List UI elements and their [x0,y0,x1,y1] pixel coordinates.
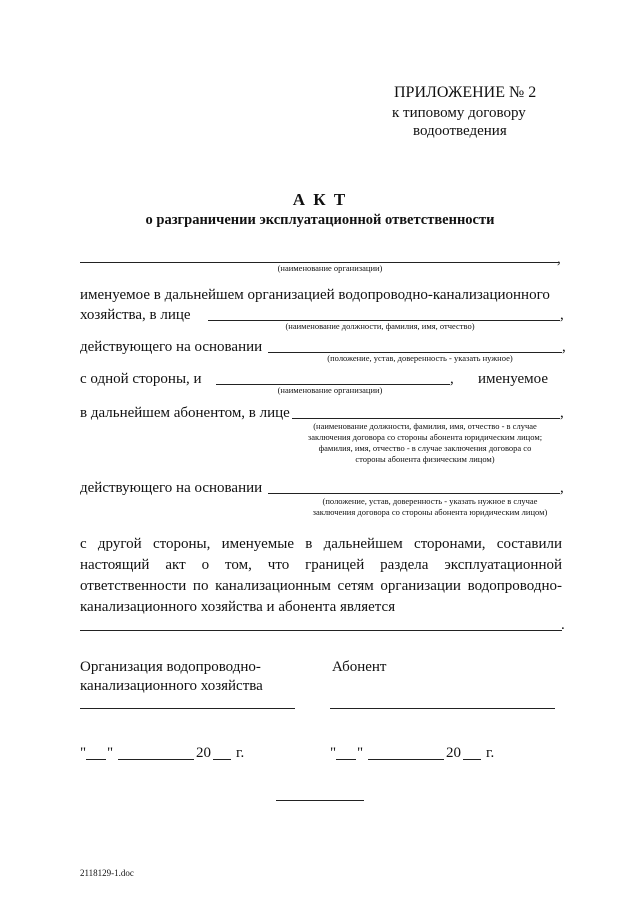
signature-right-line[interactable] [330,708,555,709]
comma: , [557,251,561,267]
paragraph-line-2: настоящий акт о том, что границей раздела эксплуатационной [80,557,562,573]
date-right-day-line[interactable] [336,759,356,760]
basis-caption: (положение, устав, доверенность - указать нужное) [327,353,513,363]
signature-left-title-1: Организация водопроводно- [80,659,261,675]
subscriber-org-caption: (наименование организации) [277,385,383,395]
row4-text: в дальнейшем абонентом, в лице [80,405,290,421]
date-right-month-line[interactable] [368,759,444,760]
subscriber-basis-caption-1: (положение, устав, доверенность - указать нужное в случае [322,496,538,506]
representative-caption: (наименование должности, фамилия, имя, отчество) [285,321,475,331]
date-left-quote-open: " [80,745,87,761]
org-name-caption: (наименование организации) [277,263,383,273]
annex-number: ПРИЛОЖЕНИЕ № 2 [394,84,537,101]
subscriber-representative-caption-4: стороны абонента физическим лицом) [355,454,495,464]
document-title: А К Т [292,190,348,209]
row3-text: с одной стороны, и [80,371,202,387]
document-subtitle: о разграничении эксплуатационной ответственности [145,212,495,228]
date-right-quote-close: " [357,745,364,761]
signature-right-title: Абонент [332,659,387,675]
row2-text: действующего на основании [80,339,263,355]
subscriber-basis-line[interactable] [268,493,560,494]
subscriber-representative-caption-3: фамилия, имя, отчество - в случае заключения договора со [318,443,532,453]
row1-text: именуемое в дальнейшем организацией водопроводно-канализационного [80,287,550,303]
comma: , [560,307,564,323]
comma: , [560,480,564,496]
comma: , [450,371,454,387]
date-right-suffix: г. [486,745,495,761]
subscriber-representative-caption-2: заключения договора со стороны абонента юридическим лицом; [307,432,543,442]
period: . [561,617,565,633]
date-left-year: 20 [196,745,211,761]
annex-line3: водоотведения [413,123,507,139]
file-name: 2118129-1.doc [80,868,134,878]
boundary-paragraph [80,534,562,618]
date-left-year-line[interactable] [213,759,231,760]
date-left-month-line[interactable] [118,759,194,760]
date-right-year: 20 [446,745,461,761]
subscriber-basis-caption-2: заключения договора со стороны абонента юридическим лицом) [312,507,548,517]
row1-text2: хозяйства, в лице [80,307,191,323]
signature-left-line[interactable] [80,708,295,709]
row5-text: действующего на основании [80,480,263,496]
row3-text-after: именуемое [478,371,548,387]
paragraph-line-1: с другой стороны, именуемые в дальнейшем сторонами, составили [80,536,562,552]
paragraph-line-4: канализационного хозяйства и абонента является [80,599,396,615]
date-left-suffix: г. [236,745,245,761]
subscriber-representative-caption-1: (наименование должности, фамилия, имя, отчество - в случае [313,421,537,431]
signature-left-title-2: канализационного хозяйства [80,678,263,694]
annex-line2: к типовому договору [392,105,526,121]
comma: , [560,405,564,421]
date-left-quote-close: " [107,745,114,761]
subscriber-representative-line[interactable] [292,418,560,419]
end-separator [276,800,364,801]
paragraph-line-3: ответственности по канализационным сетям организации водопроводно- [80,578,562,594]
date-right-quote-open: " [330,745,337,761]
comma: , [562,339,566,355]
boundary-line[interactable] [80,630,562,631]
date-right-year-line[interactable] [463,759,481,760]
date-left-day-line[interactable] [86,759,106,760]
